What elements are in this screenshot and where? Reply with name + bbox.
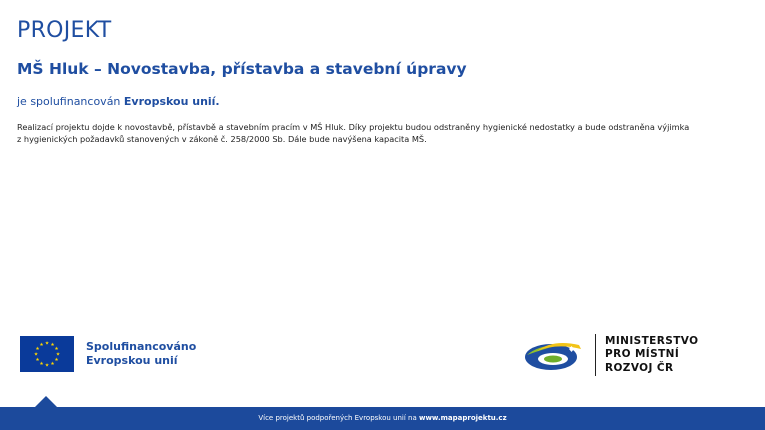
cofinancing-statement [17, 95, 220, 108]
ministry-logo-divider [595, 334, 596, 376]
eu-logo-line: Evropskou unií [86, 354, 178, 367]
eu-star-icon: ★ [39, 362, 44, 368]
eu-star-icon: ★ [54, 347, 59, 353]
eu-star-icon: ★ [55, 352, 61, 358]
eu-star-icon: ★ [50, 343, 55, 349]
eu-star-icon: ★ [35, 358, 40, 364]
cofinancing-emphasis: Evropskou unií. [123, 95, 220, 108]
footer-bar [0, 407, 765, 430]
eu-logo-line: Spolufinancováno [86, 340, 197, 353]
eu-cofinancing-logo [20, 336, 196, 372]
eu-star-icon: ★ [39, 343, 44, 349]
project-description [17, 121, 742, 146]
eu-logo-text [86, 340, 196, 368]
description-line: z hygienických požadavků stanovených v zákoně č. 258/2000 Sb. Dále bude navýšena kapacita MŠ. [17, 134, 427, 145]
ministry-logo-text [605, 335, 698, 376]
footer-notch [35, 396, 57, 407]
eu-star-icon: ★ [54, 358, 59, 364]
eu-star-icon: ★ [35, 347, 40, 353]
page-heading: PROJEKT [17, 18, 112, 43]
ministry-emblem-icon [523, 335, 583, 375]
ministry-logo-line: ROZVOJ ČR [605, 361, 674, 374]
cofinancing-prefix: je spolufinancován [17, 95, 124, 108]
eu-star-icon: ★ [33, 352, 39, 358]
eu-star-icon: ★ [44, 363, 50, 369]
ministry-logo [523, 334, 698, 376]
ministry-logo-line: PRO MÍSTNÍ [605, 348, 680, 361]
eu-star-icon: ★ [44, 341, 50, 347]
footer-text: Více projektů podpořených Evropskou unií na [258, 414, 419, 422]
project-title: MŠ Hluk – Novostavba, přístavba a stavební úpravy [17, 60, 467, 78]
ministry-logo-line: MINISTERSTVO [605, 334, 699, 347]
eu-star-icon: ★ [50, 362, 55, 368]
description-line: Realizací projektu dojde k novostavbě, přístavbě a stavebním pracím v MŠ Hluk. Díky projektu budou odstraněny hygienické nedostatky a bude odstraněna výjimka [17, 122, 690, 132]
footer-link[interactable]: www.mapaprojektu.cz [419, 414, 507, 422]
eu-flag-icon [20, 336, 74, 372]
